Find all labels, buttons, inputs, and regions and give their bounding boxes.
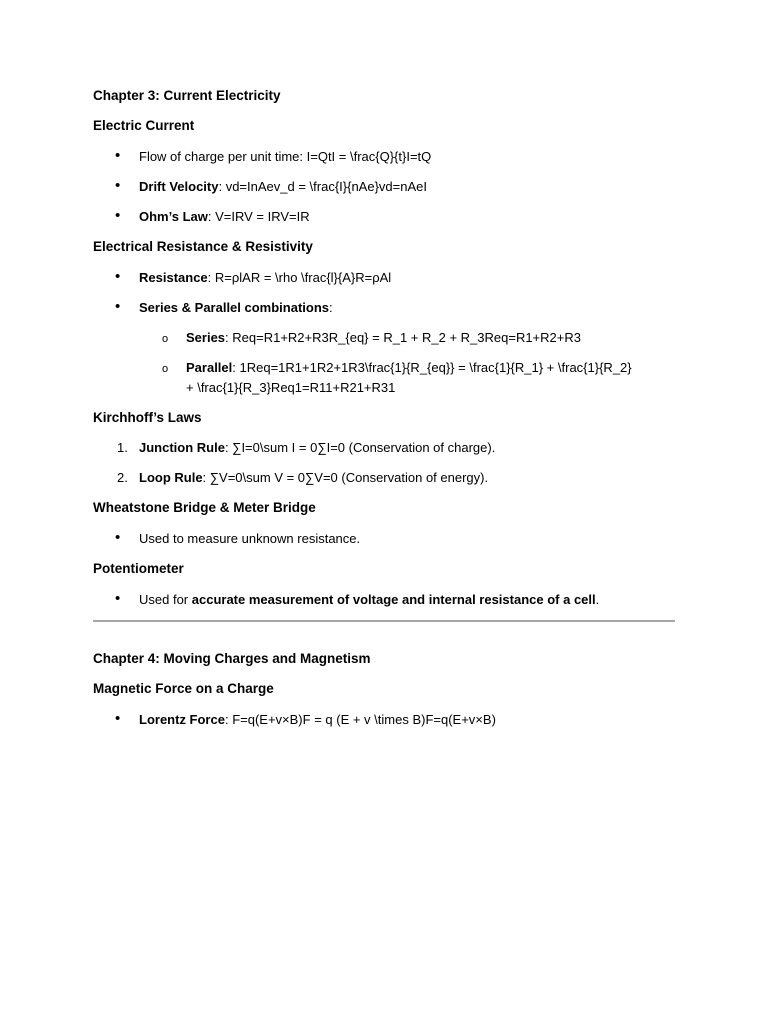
parallel-label: Parallel xyxy=(186,360,233,375)
junction-rule-item xyxy=(139,439,495,457)
parallel-item xyxy=(186,359,632,377)
potentiometer-text-bold: accurate measurement of voltage and internal resistance of a cell xyxy=(191,592,596,607)
bullet-icon: • xyxy=(115,207,121,224)
resistance-item xyxy=(139,269,391,287)
bullet-icon: • xyxy=(115,147,121,164)
junction-rule-label: Junction Rule xyxy=(139,440,225,455)
kirchhoff-heading: Kirchhoff’s Laws xyxy=(93,410,202,425)
bullet-icon: • xyxy=(115,268,121,285)
series-label: Series xyxy=(186,330,226,345)
potentiometer-text-prefix: Used for xyxy=(139,592,192,607)
potentiometer-heading: Potentiometer xyxy=(93,561,184,576)
bullet-icon: • xyxy=(115,590,121,607)
list-number: 1. xyxy=(117,440,128,455)
horizontal-rule xyxy=(93,620,675,622)
potentiometer-text-suffix: . xyxy=(595,592,600,607)
drift-velocity-formula: : vd=InAev_d = \frac{I}{nAe}vd=nAeI xyxy=(218,179,427,194)
wheatstone-heading: Wheatstone Bridge & Meter Bridge xyxy=(93,500,316,515)
lorentz-force-item xyxy=(139,711,496,729)
drift-velocity-label: Drift Velocity xyxy=(139,179,219,194)
combinations-colon: : xyxy=(329,300,333,315)
chapter-3-title: Chapter 3: Current Electricity xyxy=(93,88,281,103)
current-definition xyxy=(139,148,431,166)
bullet-icon: • xyxy=(115,529,121,546)
series-formula: : Req=R1+R2+R3R_{eq} = R_1 + R_2 + R_3Req=R1+R2+R3 xyxy=(225,330,581,345)
combinations-item xyxy=(139,299,333,317)
current-definition-text: Flow of charge per unit time: I=QtI = \frac{Q}{t}I=tQ xyxy=(139,149,432,164)
electric-current-heading: Electric Current xyxy=(93,118,195,133)
chapter-4-title: Chapter 4: Moving Charges and Magnetism xyxy=(93,651,371,666)
potentiometer-item xyxy=(139,591,599,609)
list-number: 2. xyxy=(117,470,128,485)
resistance-heading: Electrical Resistance & Resistivity xyxy=(93,239,313,254)
sub-bullet-icon: o xyxy=(162,333,169,345)
ohms-law-label: Ohm’s Law xyxy=(139,209,208,224)
parallel-formula-line-1: : 1Req=1R1+1R2+1R3\frac{1}{R_{eq}} = \frac{1}{R_1} + \frac{1}{R_2} xyxy=(232,360,632,375)
drift-velocity-item xyxy=(139,178,427,196)
ohms-law-item xyxy=(139,208,310,226)
junction-rule-formula: : ∑I=0\sum I = 0∑I=0 (Conservation of charge). xyxy=(224,440,496,455)
resistance-label: Resistance xyxy=(139,270,208,285)
magnetic-force-heading: Magnetic Force on a Charge xyxy=(93,681,274,696)
ohms-law-formula: : V=IRV = IRV=IR xyxy=(207,209,310,224)
parallel-formula-line-2: + \frac{1}{R_3}Req1=R11+R21+R31 xyxy=(186,380,396,395)
wheatstone-text: Used to measure unknown resistance. xyxy=(139,531,361,546)
combinations-label: Series & Parallel combinations xyxy=(139,300,330,315)
sub-bullet-icon: o xyxy=(162,363,169,375)
lorentz-force-formula: : F=q(E+v×B)F = q (E + v \times B)F=q(E+v×B) xyxy=(224,712,496,727)
resistance-formula: : R=ρlAR = \rho \frac{l}{A}R=ρAl xyxy=(207,270,392,285)
loop-rule-formula: : ∑V=0\sum V = 0∑V=0 (Conservation of energy). xyxy=(202,470,489,485)
lorentz-force-label: Lorentz Force xyxy=(139,712,225,727)
loop-rule-item xyxy=(139,469,488,487)
loop-rule-label: Loop Rule xyxy=(139,470,203,485)
bullet-icon: • xyxy=(115,710,121,727)
bullet-icon: • xyxy=(115,298,121,315)
bullet-icon: • xyxy=(115,177,121,194)
series-item xyxy=(186,329,581,347)
